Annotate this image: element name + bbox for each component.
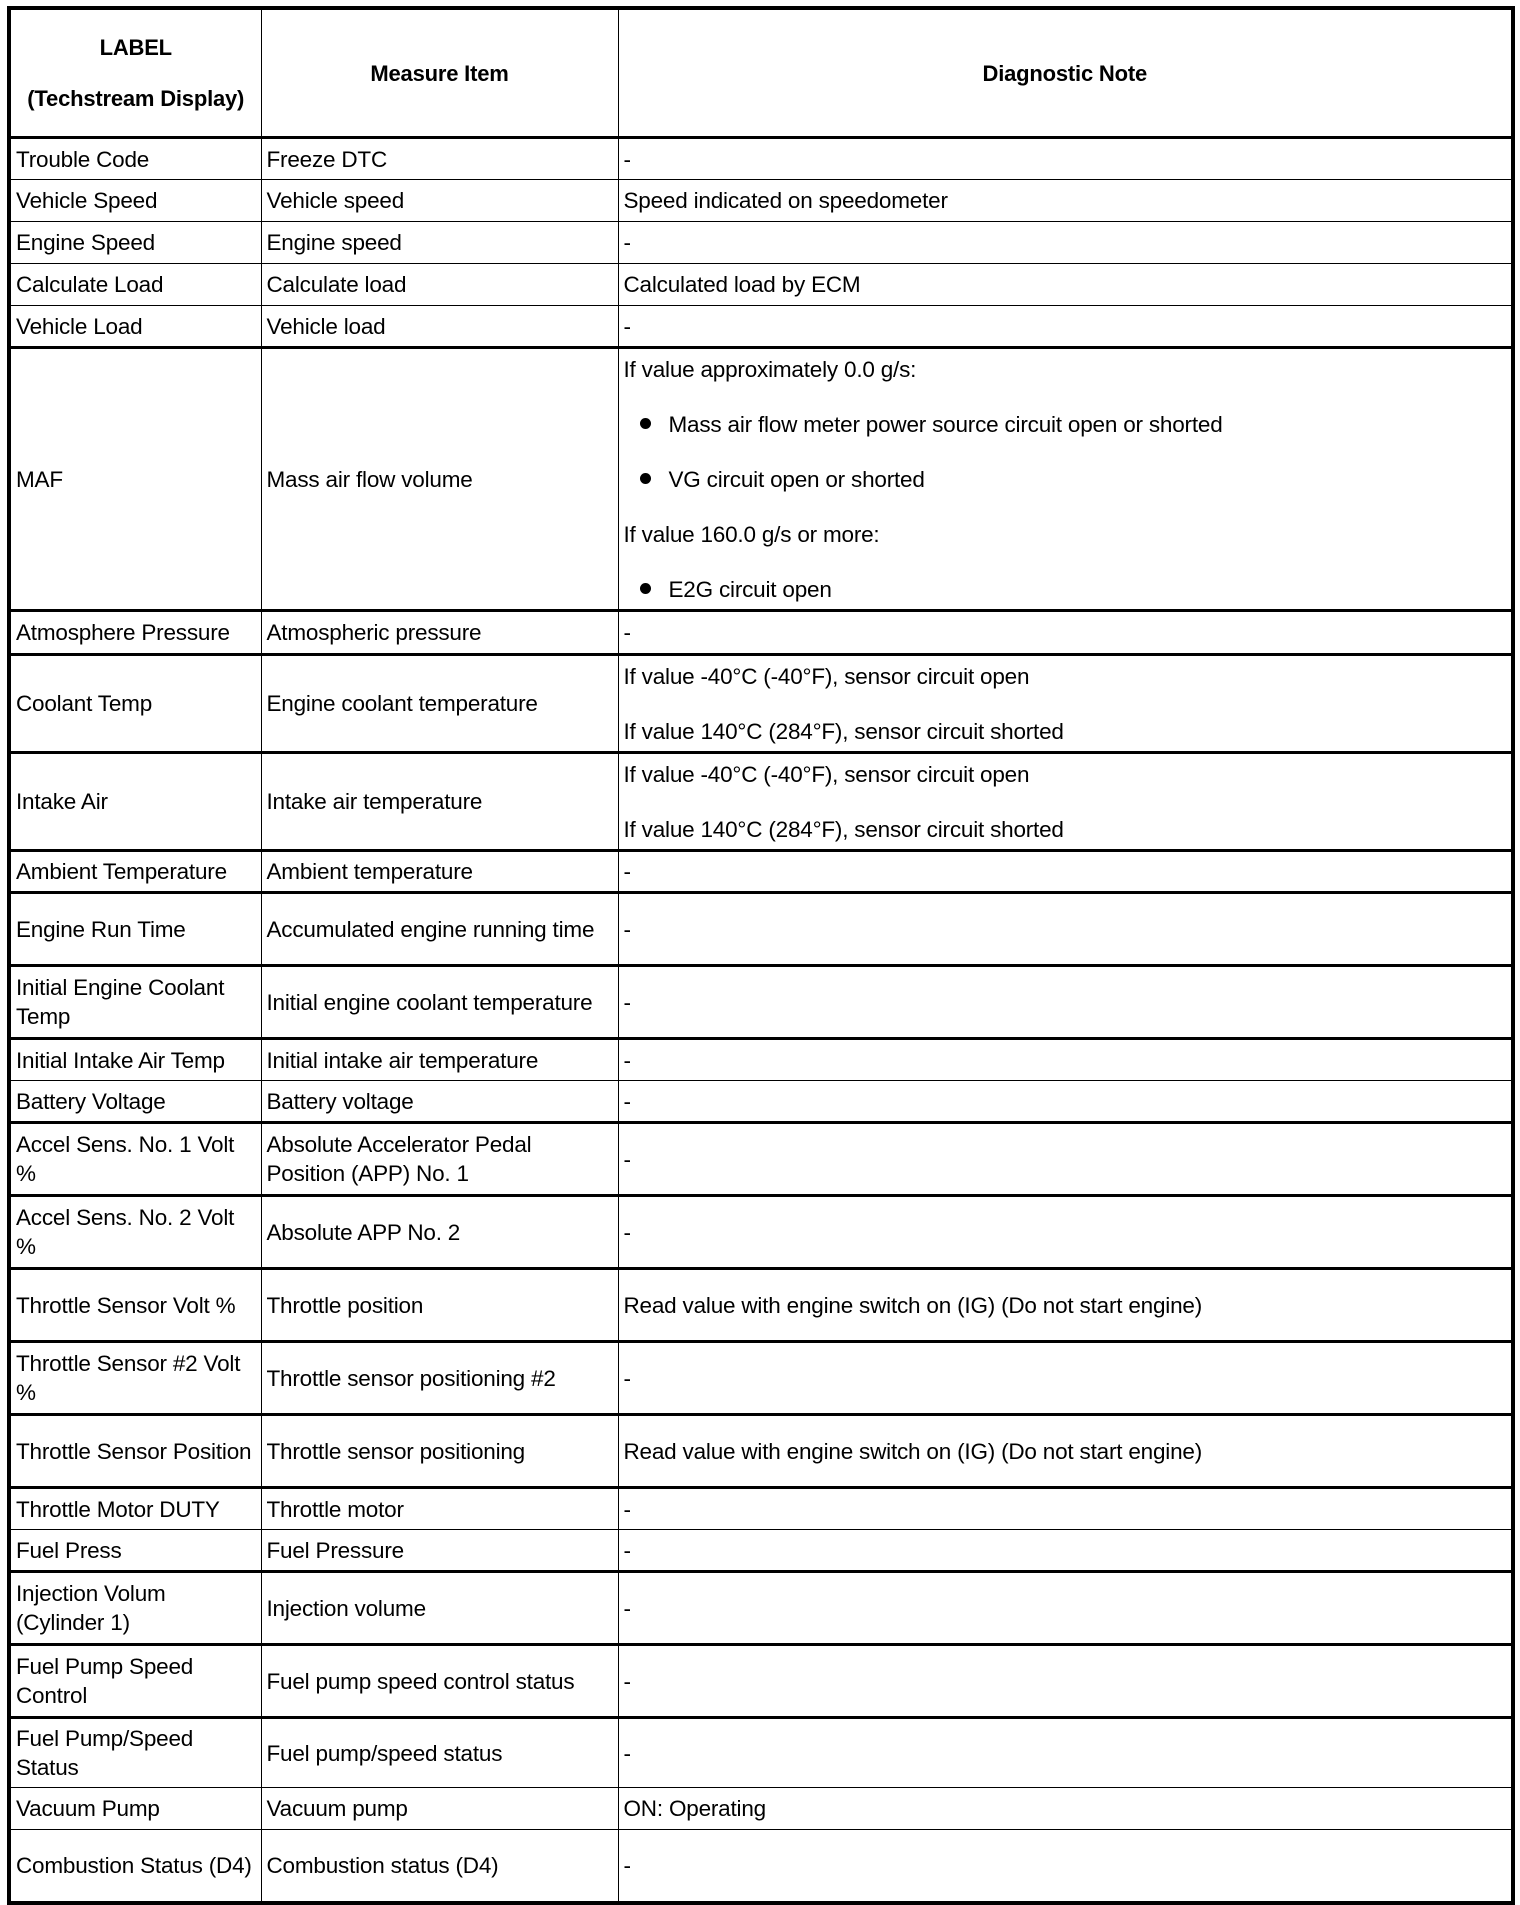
label-cell: Battery Voltage [9,1081,261,1123]
table-row [9,1530,1513,1572]
label-cell: Fuel Pump/Speed Status [9,1718,261,1788]
label-cell: Combustion Status (D4) [9,1830,261,1903]
label-cell: MAF [9,348,261,611]
diagnostic-note-cell [618,1123,1513,1196]
table-row [9,1123,1513,1196]
measure-item-cell: Freeze DTC [261,138,618,180]
measure-item-cell: Atmospheric pressure [261,611,618,655]
label-cell: Throttle Motor DUTY [9,1488,261,1530]
header-measure-item: Measure Item [261,8,618,138]
table-row [9,611,1513,655]
table-body [9,138,1513,1903]
note-line: - [623,146,631,172]
note-bullet-text: E2G circuit open [668,576,832,602]
table-row [9,753,1513,851]
measure-item-cell: Ambient temperature [261,851,618,893]
diagnostic-note-cell [618,1039,1513,1081]
table-row [9,222,1513,264]
measure-item-cell: Calculate load [261,264,618,306]
label-cell: Accel Sens. No. 2 Volt % [9,1196,261,1269]
diagnostic-note-cell [618,1196,1513,1269]
diagnostic-note-cell [618,966,1513,1039]
measure-item-cell: Initial intake air temperature [261,1039,618,1081]
table-row [9,851,1513,893]
measure-item-cell: Battery voltage [261,1081,618,1123]
note-line: - [623,1365,631,1391]
diagnostic-note-cell [618,1342,1513,1415]
measure-item-cell: Absolute APP No. 2 [261,1196,618,1269]
diagnostic-note-cell [618,264,1513,306]
measure-item-cell: Mass air flow volume [261,348,618,611]
note-line: If value 140°C (284°F), sensor circuit shorted [623,718,1064,744]
measure-item-cell: Engine coolant temperature [261,655,618,753]
note-line: Speed indicated on speedometer [623,188,948,213]
measure-item-cell: Engine speed [261,222,618,264]
label-cell: Throttle Sensor Volt % [9,1269,261,1342]
table-row [9,1081,1513,1123]
note-line: - [623,1740,631,1766]
note-line: - [623,1595,631,1621]
label-cell: Engine Run Time [9,893,261,966]
label-cell: Fuel Pump Speed Control [9,1645,261,1718]
note-line: - [623,1047,631,1073]
note-line: - [623,1219,631,1245]
measure-item-cell: Accumulated engine running time [261,893,618,966]
note-line: If value -40°C (-40°F), sensor circuit open [623,761,1030,787]
diagnostic-note-cell [618,753,1513,851]
measure-item-cell: Vehicle speed [261,180,618,222]
table-row [9,1196,1513,1269]
label-cell: Vacuum Pump [9,1788,261,1830]
diagnostic-note-cell [618,1572,1513,1645]
measure-item-cell: Throttle sensor positioning #2 [261,1342,618,1415]
note-line: ON: Operating [623,1796,766,1821]
note-line: - [623,1852,631,1878]
table-row [9,264,1513,306]
bullet-icon [640,473,651,484]
diagnostic-note-cell [618,611,1513,655]
diagnostic-note-cell [618,1081,1513,1123]
measure-item-cell: Intake air temperature [261,753,618,851]
table-row [9,1415,1513,1488]
note-line: - [623,1146,631,1172]
table-row [9,1342,1513,1415]
diagnostic-note-cell [618,1488,1513,1530]
measure-item-cell: Vacuum pump [261,1788,618,1830]
data-list-table [7,6,1515,1905]
measure-item-cell: Throttle sensor positioning [261,1415,618,1488]
measure-item-cell: Absolute Accelerator Pedal Position (APP) No. 1 [261,1123,618,1196]
bullet-icon [640,418,651,429]
diagnostic-note-cell [618,893,1513,966]
diagnostic-note-cell [618,655,1513,753]
note-bullet-text: Mass air flow meter power source circuit open or shorted [668,411,1223,437]
bullet-icon [640,583,651,594]
label-cell: Vehicle Speed [9,180,261,222]
label-cell: Fuel Press [9,1530,261,1572]
note-line: If value -40°C (-40°F), sensor circuit open [623,663,1030,689]
measure-item-cell: Throttle motor [261,1488,618,1530]
measure-item-cell: Throttle position [261,1269,618,1342]
label-cell: Intake Air [9,753,261,851]
note-line: - [623,313,631,339]
note-line: - [623,1088,631,1114]
note-line: - [623,916,631,942]
table-row [9,348,1513,611]
table-row [9,1645,1513,1718]
label-cell: Calculate Load [9,264,261,306]
label-cell: Ambient Temperature [9,851,261,893]
table-row [9,1269,1513,1342]
note-line: - [623,620,631,645]
note-bullet-item [624,465,1507,494]
table-row [9,306,1513,348]
table-row [9,138,1513,180]
label-cell: Coolant Temp [9,655,261,753]
measure-item-cell: Fuel Pressure [261,1530,618,1572]
table-row [9,1788,1513,1830]
table-row [9,180,1513,222]
diagnostic-note-cell [618,1645,1513,1718]
header-label-title: LABEL [99,35,172,60]
header-label [9,8,261,138]
note-line: - [623,1496,631,1522]
diagnostic-note-cell [618,138,1513,180]
label-cell: Throttle Sensor #2 Volt % [9,1342,261,1415]
diagnostic-note-cell [618,1830,1513,1903]
note-bullet-item [624,410,1507,439]
note-line: If value 160.0 g/s or more: [623,521,880,547]
table-row [9,655,1513,753]
note-line: If value approximately 0.0 g/s: [623,356,917,382]
note-line: - [623,230,631,255]
label-cell: Initial Intake Air Temp [9,1039,261,1081]
label-cell: Accel Sens. No. 1 Volt % [9,1123,261,1196]
label-cell: Injection Volum (Cylinder 1) [9,1572,261,1645]
diagnostic-note-cell [618,348,1513,611]
diagnostic-note-cell [618,1530,1513,1572]
header-label-subtitle: (Techstream Display) [27,86,245,111]
note-bullet-text: VG circuit open or shorted [668,466,925,492]
table-row [9,966,1513,1039]
diagnostic-note-cell [618,1415,1513,1488]
table-row [9,1718,1513,1788]
label-cell: Atmosphere Pressure [9,611,261,655]
diagnostic-note-cell [618,1269,1513,1342]
measure-item-cell: Vehicle load [261,306,618,348]
table-row [9,1488,1513,1530]
table-row [9,1572,1513,1645]
measure-item-cell: Fuel pump/speed status [261,1718,618,1788]
table-row [9,1039,1513,1081]
note-line: Read value with engine switch on (IG) (Do not start engine) [623,1292,1202,1318]
header-row [9,8,1513,138]
table-row [9,1830,1513,1903]
note-bullet-item [624,575,1507,604]
measure-item-cell: Fuel pump speed control status [261,1645,618,1718]
measure-item-cell: Initial engine coolant temperature [261,966,618,1039]
label-cell: Initial Engine Coolant Temp [9,966,261,1039]
measure-item-cell: Injection volume [261,1572,618,1645]
note-line: - [623,989,631,1015]
label-cell: Throttle Sensor Position [9,1415,261,1488]
label-cell: Engine Speed [9,222,261,264]
diagnostic-note-cell [618,180,1513,222]
note-line: If value 140°C (284°F), sensor circuit shorted [623,816,1064,842]
diagnostic-note-cell [618,851,1513,893]
diagnostic-note-cell [618,306,1513,348]
label-cell: Vehicle Load [9,306,261,348]
note-line: Read value with engine switch on (IG) (Do not start engine) [623,1438,1202,1464]
note-line: - [623,1537,631,1563]
note-line: Calculated load by ECM [623,272,861,297]
note-line: - [623,859,631,884]
table-header [9,8,1513,138]
note-line: - [623,1668,631,1694]
diagnostic-note-cell [618,1788,1513,1830]
diagnostic-note-cell [618,1718,1513,1788]
measure-item-cell: Combustion status (D4) [261,1830,618,1903]
header-diagnostic-note: Diagnostic Note [618,8,1513,138]
diagnostic-note-cell [618,222,1513,264]
label-cell: Trouble Code [9,138,261,180]
table-row [9,893,1513,966]
